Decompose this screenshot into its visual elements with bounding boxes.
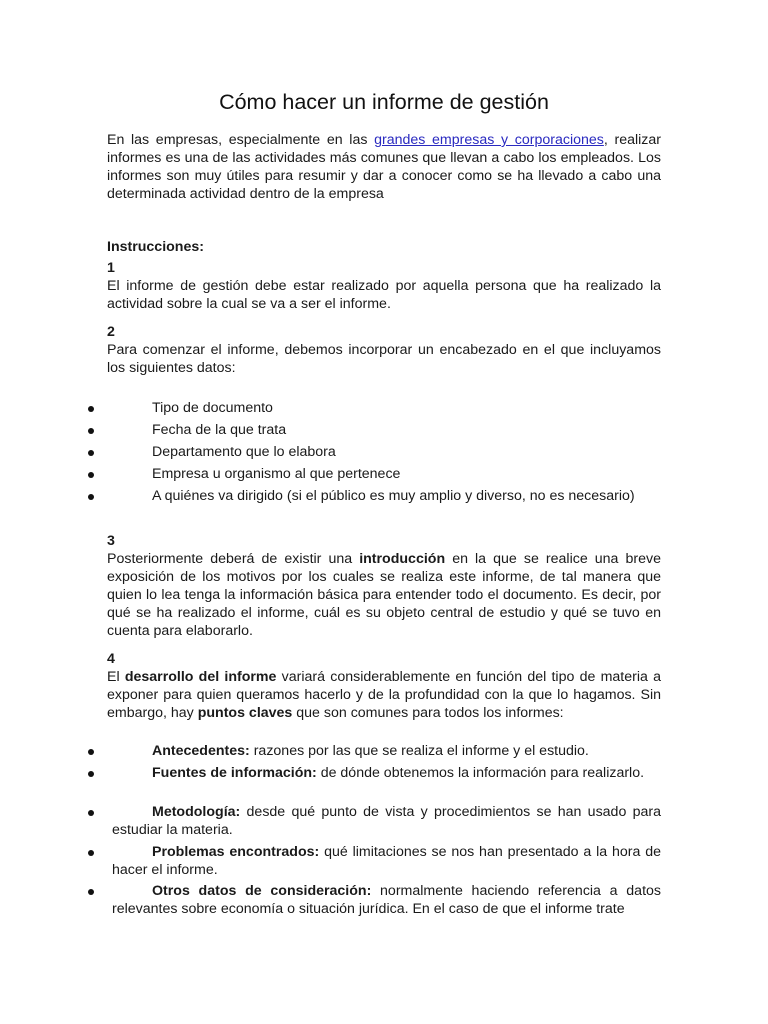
- list-item-label: Fuentes de información:: [152, 765, 317, 781]
- list-item-text: A quiénes va dirigido (si el público es muy amplio y diverso, no es necesario): [152, 488, 635, 504]
- grandes-empresas-link[interactable]: grandes empresas y corporaciones: [374, 132, 604, 148]
- step-3-text-end: en la que se realice una breve exposición de los motivos por los cuales se realiza este informe, de tal manera que quien lo lea tenga la información básica para entender todo el documento. Es decir, por qué se ha realizado el informe, cuál es su objeto central de estudio y qué se tuvo en cuenta para elaborarlo.: [107, 551, 661, 639]
- introduccion-bold: introducción: [359, 551, 446, 567]
- list-item-text: normalmente haciendo referencia a datos relevantes sobre economía o situación jurídica. En el caso de que el informe trate: [112, 883, 661, 917]
- list-item-text: Departamento que lo elabora: [152, 444, 336, 460]
- list-item-text: Tipo de documento: [152, 400, 273, 416]
- intro-text-end: , realizar informes es una de las actividades más comunes que llevan a cabo los empleados. Los informes son muy útiles para resumir y dar a conocer como se ha llevado a cabo una determinada actividad dentro de la empresa: [107, 132, 661, 202]
- list-item-text: razones por las que se realiza el informe y el estudio.: [249, 743, 589, 759]
- bullet-icon: [88, 494, 94, 500]
- list-item-text: Fecha de la que trata: [152, 422, 287, 438]
- bullet-icon: [88, 810, 94, 816]
- list-item-text: de dónde obtenemos la información para realizarlo.: [316, 765, 645, 781]
- list-item: [112, 487, 661, 505]
- bullet-icon: [88, 406, 94, 412]
- intro-text-start: En las empresas, especialmente en las: [107, 132, 368, 148]
- document-title: Cómo hacer un informe de gestión: [219, 90, 549, 114]
- list-item-text: Empresa u organismo al que pertenece: [152, 466, 401, 482]
- bullet-icon: [88, 889, 94, 895]
- list-item: [112, 399, 661, 417]
- step-4-text-2: variará considerablemente en función del tipo de materia a exponer para quien queramos hacerlo y de la profundidad con la que lo hagamos. Sin embargo, hay: [107, 669, 661, 721]
- list-item: [112, 421, 661, 439]
- bullet-icon: [88, 771, 94, 777]
- step-2-text: Para comenzar el informe, debemos incorporar un encabezado en el que incluyamos los siguientes datos:: [107, 342, 661, 376]
- bullet-icon: [88, 749, 94, 755]
- step-3-text-start: Posteriormente deberá de existir una: [107, 551, 360, 567]
- list-item-label: Antecedentes:: [152, 743, 250, 759]
- step-4-text-1: El: [107, 669, 125, 685]
- step-4: [107, 650, 661, 722]
- step-2-number: 2: [107, 324, 115, 340]
- list-item: [112, 742, 661, 760]
- puntos-claves-bold: puntos claves: [197, 705, 293, 721]
- step-3: [107, 532, 661, 640]
- step-2: [107, 323, 661, 377]
- list-item-label: Problemas encontrados:: [152, 844, 320, 860]
- step-4-number: 4: [107, 651, 115, 667]
- bullet-icon: [88, 850, 94, 856]
- step-3-number: 3: [107, 533, 115, 549]
- list-item: [112, 803, 661, 839]
- bullet-icon: [88, 428, 94, 434]
- list-item-label: Otros datos de consideración:: [152, 883, 372, 899]
- list-item-text: desde qué punto de vista y procedimientos se han usado para estudiar la materia.: [112, 804, 661, 838]
- intro-paragraph: [107, 131, 661, 203]
- list-item-text: qué limitaciones se nos han presentado a la hora de hacer el informe.: [112, 844, 661, 878]
- instructions-heading: Instrucciones:: [107, 239, 204, 255]
- list-item: [112, 882, 661, 918]
- list-item: [112, 465, 661, 483]
- step-1-number: 1: [107, 260, 115, 276]
- bullet-icon: [88, 472, 94, 478]
- step-4-text-3: que son comunes para todos los informes:: [292, 705, 564, 721]
- desarrollo-bold: desarrollo del informe: [124, 669, 277, 685]
- list-item: [112, 843, 661, 879]
- list-item: [112, 443, 661, 461]
- step-1-text: El informe de gestión debe estar realizado por aquella persona que ha realizado la actividad sobre la cual se va a ser el informe.: [107, 278, 661, 312]
- step-1: [107, 259, 661, 313]
- bullet-icon: [88, 450, 94, 456]
- list-item: [112, 764, 661, 782]
- list-item-label: Metodología:: [152, 804, 241, 820]
